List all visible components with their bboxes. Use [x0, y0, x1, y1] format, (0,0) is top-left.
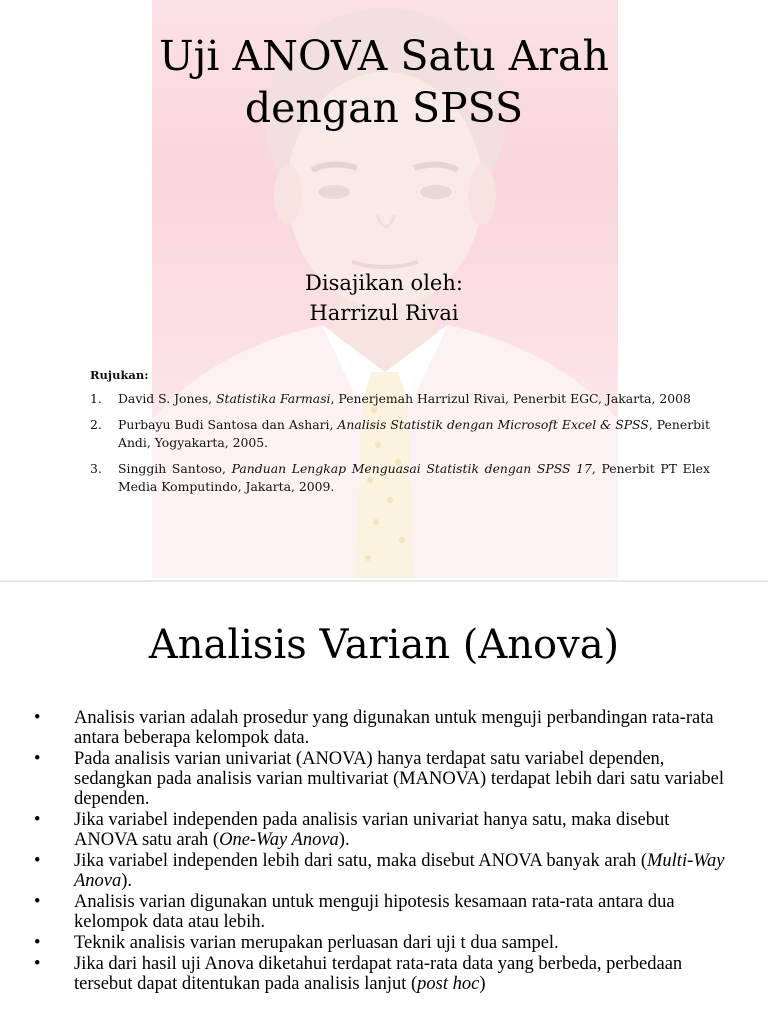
- bullet-icon: •: [34, 708, 41, 728]
- reference-number: 2.: [90, 417, 102, 432]
- bullet-item: • Jika variabel independen pada analisis varian univariat hanya satu, maka disebut ANOVA satu arah (One-Way Anova).: [34, 810, 670, 850]
- bullet-list: [34, 708, 734, 995]
- bullet-item: • Analisis varian digunakan untuk menguji hipotesis kesamaan rata-rata antara dua kelompok data atau lebih.: [34, 892, 675, 932]
- title-line-1: Uji ANOVA Satu Arah: [159, 32, 609, 80]
- bullet-item: • Pada analisis varian univariat (ANOVA) hanya terdapat satu variabel dependen, sedangkan pada analisis varian multivariat (MANOVA) terdapat lebih dari satu variabel dependen.: [34, 749, 725, 809]
- references-heading: Rujukan:: [90, 368, 149, 382]
- bullet-item: • Jika variabel independen lebih dari satu, maka disebut ANOVA banyak arah (Multi-Way Anova).: [34, 851, 725, 891]
- reference-book-title: Analisis Statistik dengan Microsoft Excel & SPSS: [337, 417, 649, 432]
- slide-anova: [0, 582, 768, 1024]
- presenter-name: Harrizul Rivai: [309, 301, 459, 325]
- bullet-icon: •: [34, 810, 41, 830]
- reference-item: 1. David S. Jones, Statistika Farmasi, Penerjemah Harrizul Rivai, Penerbit EGC, Jakarta, 2008: [90, 391, 691, 406]
- bullet-icon: •: [34, 749, 41, 769]
- reference-number: 3.: [90, 461, 102, 476]
- presenter-block: [190, 268, 578, 328]
- bullet-item: • Jika dari hasil uji Anova diketahui terdapat rata-rata data yang berbeda, perbedaan tersebut dapat ditentukan pada analisis lanjut (post hoc): [34, 954, 683, 994]
- bullet-icon: •: [34, 933, 41, 953]
- reference-book-title: Panduan Lengkap Menguasai Statistik dengan SPSS 17: [231, 461, 592, 476]
- slide1-title: [80, 30, 688, 134]
- reference-item: 3. Singgih Santoso, Panduan Lengkap Menguasai Statistik dengan SPSS 17, Penerbit PT Elex Media Komputindo, Jakarta, 2009.: [90, 461, 710, 494]
- bullet-item: • Analisis varian adalah prosedur yang digunakan untuk menguji perbandingan rata-rata antara beberapa kelompok data.: [34, 708, 714, 748]
- slide2-title: Analisis Varian (Anova): [148, 622, 620, 668]
- reference-book-title: Statistika Farmasi: [216, 391, 331, 406]
- references-list: [90, 390, 710, 496]
- bullet-icon: •: [34, 851, 41, 871]
- bullet-item: • Teknik analisis varian merupakan perluasan dari uji t dua sampel.: [34, 933, 559, 953]
- reference-number: 1.: [90, 391, 102, 406]
- references: [90, 366, 710, 504]
- title-line-2: dengan SPSS: [244, 84, 524, 132]
- bullet-icon: •: [34, 892, 41, 912]
- bullet-icon: •: [34, 954, 41, 974]
- reference-item: 2. Purbayu Budi Santosa dan Ashari, Analisis Statistik dengan Microsoft Excel & SPSS, Penerbit Andi, Yogyakarta, 2005.: [90, 417, 710, 450]
- presenter-label: Disajikan oleh:: [305, 271, 463, 295]
